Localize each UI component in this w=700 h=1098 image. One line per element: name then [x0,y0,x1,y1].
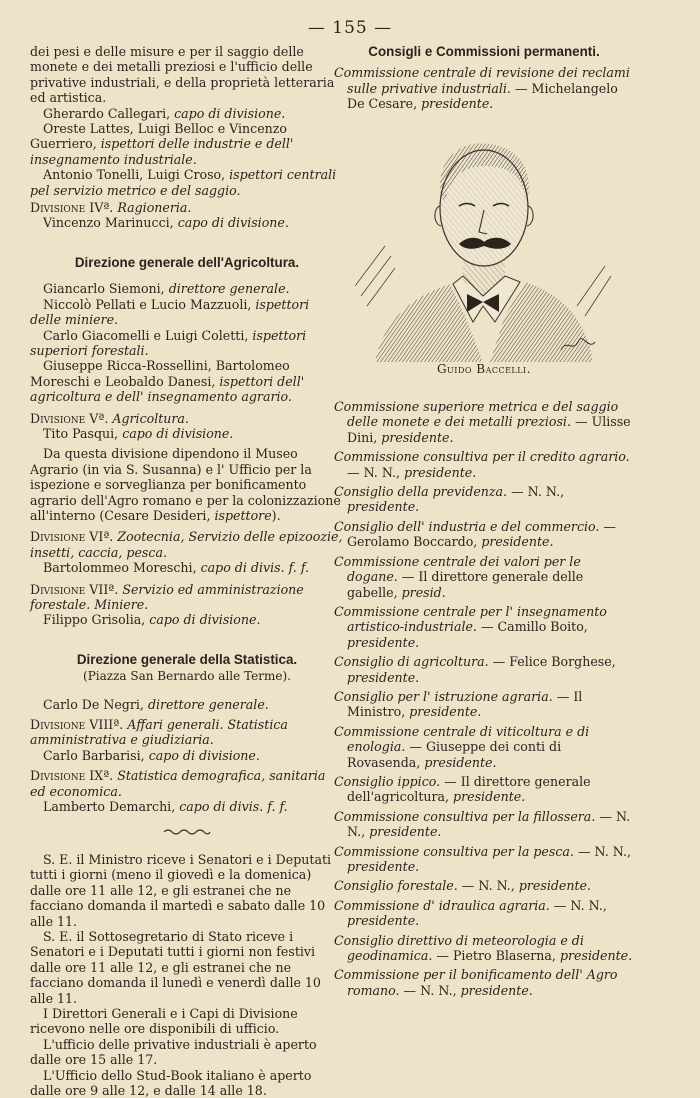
paragraph: Da questa divisione dipendono il Museo Agrario (in via S. Susanna) e l' Ufficio per la ispezione e sorveglianza per bonificamento agrario dell'Agro romano e per la colonizzazione all'interno (Cesare Desideri, ispettore). [30,446,341,523]
section-heading-consigli: Consigli e Commissioni permanenti. [368,44,600,59]
staff-entry: Giancarlo Siemoni, direttore generale. [43,281,290,297]
division-heading: Divisione IXª. Statistica demografica, sanitaria ed economica. [30,768,326,799]
left-column [30,44,344,1098]
staff-entry: Oreste Lattes, Luigi Belloc e Vincenzo Guerriero, ispettori delle industrie e dell' insegnamento industriale. [30,121,294,167]
staff-entry: Vincenzo Marinucci, capo di divisione. [43,215,289,231]
paragraph: dei pesi e delle misure e per il saggio delle monete e dei metalli preziosi e l'ufficio delle privative industriali, e della proprietà letteraria ed artistica. [30,44,335,106]
commission-entry: Consiglio della previdenza. — N. N., presidente. [334,484,565,515]
staff-entry: Lamberto Demarchi, capo di divis. f. f. [43,799,288,815]
staff-entry: Giuseppe Ricca-Rossellini, Bartolomeo Moreschi e Leobaldo Danesi, ispettori dell' agricoltura e dell' insegnamento agrario. [30,358,305,405]
staff-entry: Carlo Giacomelli e Luigi Coletti, ispettori superiori forestali. [30,327,307,358]
commission-entry: Commissione centrale di viticoltura e di enologia. — Giuseppe dei conti di Rovasenda, presidente. [334,723,590,770]
staff-entry: Gherardo Callegari, capo di divisione. [43,105,286,121]
commission-entry: Commissione consultiva per il credito agrario. — N. N., presidente. [334,449,630,480]
commission-entry: Consiglio ippico. — Il direttore generale dell'agricoltura, presidente. [334,773,591,805]
paragraph: S. E. il Ministro riceve i Senatori e i Deputati tutti i giorni (meno il giovedì e la domenica) dalle ore 11 alle 12, e gli estranei che ne facciano domanda il martedì e sabato dalle 10 alle 11. [30,851,332,929]
staff-entry: Carlo De Negri, direttore generale. [43,696,269,712]
paragraph: L'ufficio delle privative industriali è aperto dalle ore 15 alle 17. [30,1036,317,1068]
paragraph: I Direttori Generali e i Capi di Divisione ricevono nelle ore disponibili di ufficio. [30,1005,298,1037]
section-subtitle: (Piazza San Bernardo alle Terme). [83,669,291,684]
staff-entry: Bartolommeo Moreschi, capo di divis. f. f. [43,560,310,576]
paragraph: S. E. il Sottosegretario di Stato riceve i Senatori e i Deputati tutti i giorni non festivi dalle ore 11 alle 12, e gli estranei che ne facciano domanda il lunedì e venerdì dalle 10 alle 11. [30,928,321,1006]
commission-entry: Commissione centrale per l' insegnamento artistico-industriale. — Camillo Boito, presidente. [334,603,607,650]
division-heading: Divisione VIª. Zootecnia, Servizio delle epizoozie, insetti, caccia, pesca. [30,529,343,560]
commission-entry: Commissione centrale di revisione dei reclami sulle privative industriali. — Michelangelo De Cesare, presidente. [334,65,630,112]
staff-entry: Filippo Grisolia, capo di divisione. [43,612,261,628]
commission-entry: Commissione consultiva per la pesca. — N. N., presidente. [334,843,631,874]
right-column [334,44,634,998]
section-heading-statistica: Direzione generale della Statistica. [76,651,298,667]
commission-entry: Consiglio dell' industria e del commercio. — Gerolamo Boccardo, presidente. [334,518,617,550]
commission-entry: Commissione centrale dei valori per le dogane. — Il direttore generale delle gabelle, presid. [334,553,584,600]
page-number: — 155 — [307,18,393,38]
portrait-engraving [355,126,613,362]
commission-entry: Consiglio per l' istruzione agraria. — Il Ministro, presidente. [334,688,583,720]
staff-entry: Carlo Barbarisi, capo di divisione. [43,747,260,763]
commission-entry: Commissione superiore metrica e del saggio delle monete e dei metalli preziosi. — Ulisse Dini, presidente. [334,399,631,445]
commission-entry: Commissione per il bonificamento dell' Agro romano. — N. N., presidente. [334,967,618,998]
section-heading-agricoltura: Direzione generale dell'Agricoltura. [74,254,300,270]
division-heading: Divisione IVª. Ragioneria. [30,200,192,216]
commission-entry: Consiglio direttivo di meteorologia e di geodinamica. — Pietro Blaserna, presidente. [334,932,633,964]
division-heading: Divisione VIIIª. Affari generali. Statistica amministrativa e giudiziaria. [30,717,288,748]
staff-entry: Antonio Tonelli, Luigi Croso, ispettori centrali pel servizio metrico e del saggio. [30,167,337,198]
staff-entry: Niccolò Pellati e Lucio Mazzuoli, ispettori delle miniere. [30,296,310,328]
commission-entry: Commissione consultiva per la fillossera. — N. N., presidente. [334,808,631,840]
paragraph: L'Ufficio dello Stud-Book italiano è aperto dalle ore 9 alle 12, e dalle 14 alle 18. [30,1067,312,1098]
division-heading: Divisione VIIª. Servizio ed amministrazione forestale. Miniere. [30,581,304,612]
commission-entry: Commissione d' idraulica agraria. — N. N., presidente. [334,897,607,929]
ornament-divider [30,824,344,839]
staff-entry: Tito Pasqui, capo di divisione. [43,425,234,441]
division-heading: Divisione Vª. Agricoltura. [30,410,189,426]
portrait-caption: Guido Baccelli. [436,361,532,376]
commission-entry: Consiglio forestale. — N. N., presidente. [334,878,592,894]
commission-entry: Consiglio di agricoltura. — Felice Borghese, presidente. [334,654,616,685]
